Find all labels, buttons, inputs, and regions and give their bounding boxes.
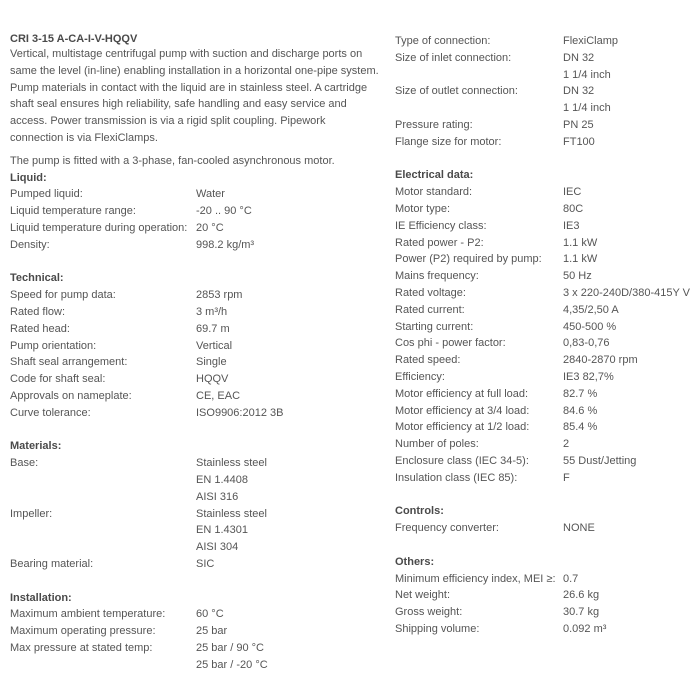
spec-label: Frequency converter: xyxy=(395,522,499,535)
spec-label: Density: xyxy=(10,238,50,251)
spec-row xyxy=(395,134,695,151)
spec-row xyxy=(395,403,695,420)
product-description: Vertical, multistage centrifugal pump with suction and discharge ports on same the level (in-line) enabling installation in a horizontal one-pipe system. Pump materials in contact with the liquid are in stainless steel. A cartridge shaft seal ensures high reliability, safe handling and easy service and access. Power transmission is via a rigid split coupling. Pipework connection is via FlexiClamps. xyxy=(10,48,379,144)
spec-row xyxy=(395,453,695,470)
spec-value-line: -20 .. 90 °C xyxy=(196,205,252,218)
spec-value-line: SIC xyxy=(196,557,215,570)
spec-value-line: 26.6 kg xyxy=(563,589,600,602)
spec-label: Rated flow: xyxy=(10,305,66,318)
spec-label: Size of inlet connection: xyxy=(395,51,512,64)
spec-value xyxy=(196,287,242,304)
spec-value xyxy=(563,235,597,252)
spec-value xyxy=(563,436,569,453)
spec-value-line: AISI 304 xyxy=(196,541,239,554)
section-spacer xyxy=(395,537,695,554)
spec-value xyxy=(563,134,595,151)
spec-label: Bearing material: xyxy=(10,557,94,570)
spec-row xyxy=(10,338,380,355)
spec-value xyxy=(196,606,224,623)
spec-label: Shipping volume: xyxy=(395,622,480,635)
section-heading: Installation: xyxy=(10,591,72,604)
section-spacer xyxy=(10,254,380,271)
spec-row xyxy=(395,621,695,638)
spec-value xyxy=(196,203,252,220)
spec-label: Flange size for motor: xyxy=(395,135,502,148)
spec-value-line: 25 bar xyxy=(196,625,228,638)
spec-label: Cos phi - power factor: xyxy=(395,337,506,350)
spec-label: Efficiency: xyxy=(395,370,445,383)
spec-value xyxy=(563,117,594,134)
spec-label: Enclosure class (IEC 34-5): xyxy=(395,454,529,467)
spec-label: Gross weight: xyxy=(395,606,463,619)
spec-value xyxy=(563,403,597,420)
spec-row xyxy=(395,50,695,84)
spec-row xyxy=(10,304,380,321)
spec-row xyxy=(395,201,695,218)
spec-value-line: IE3 82,7% xyxy=(563,370,614,383)
spec-label: Net weight: xyxy=(395,589,451,602)
spec-label: Liquid temperature range: xyxy=(10,205,136,218)
spec-value-line: 30.7 kg xyxy=(563,606,600,619)
spec-label: Shaft seal arrangement: xyxy=(10,356,128,369)
spec-label: Motor efficiency at full load: xyxy=(395,387,529,400)
spec-section-materials xyxy=(10,438,380,572)
spec-label: IE Efficiency class: xyxy=(395,219,487,232)
spec-value xyxy=(563,453,636,470)
spec-value-line: Single xyxy=(196,356,227,369)
spec-value xyxy=(563,419,597,436)
spec-value-line: 50 Hz xyxy=(563,270,592,283)
spec-value xyxy=(563,285,690,302)
spec-row xyxy=(395,302,695,319)
spec-value-line: CE, EAC xyxy=(196,389,241,402)
spec-label: Code for shaft seal: xyxy=(10,373,106,386)
spec-value-line: 55 Dust/Jetting xyxy=(563,454,637,467)
spec-value xyxy=(563,621,606,638)
spec-label: Pump orientation: xyxy=(10,339,97,352)
spec-label: Speed for pump data: xyxy=(10,289,116,302)
spec-value xyxy=(196,623,227,640)
section-heading: Materials: xyxy=(10,440,62,453)
spec-value-line: 25 bar / -20 °C xyxy=(196,658,268,671)
spec-row xyxy=(395,386,695,403)
section-spacer xyxy=(395,151,695,168)
spec-row xyxy=(395,235,695,252)
spec-row xyxy=(10,203,380,220)
spec-value xyxy=(563,268,592,285)
spec-value-line: 69.7 m xyxy=(196,322,230,335)
right-spec-sections xyxy=(395,33,695,638)
spec-label: Rated voltage: xyxy=(395,286,466,299)
spec-section-connections xyxy=(395,33,695,151)
section-heading: Electrical data: xyxy=(395,169,474,182)
spec-label: Maximum operating pressure: xyxy=(10,625,156,638)
spec-section-installation xyxy=(10,590,380,674)
spec-value-line: 20 °C xyxy=(196,221,224,234)
spec-label: Base: xyxy=(10,457,39,470)
spec-value xyxy=(563,218,580,235)
spec-row xyxy=(10,506,380,556)
spec-value-line: 1.1 kW xyxy=(563,236,598,249)
spec-value-line: IEC xyxy=(563,186,582,199)
spec-value xyxy=(196,220,224,237)
spec-section-others xyxy=(395,554,695,638)
spec-label: Power (P2) required by pump: xyxy=(395,253,542,266)
spec-value-line: 84.6 % xyxy=(563,404,598,417)
spec-label: Pressure rating: xyxy=(395,118,473,131)
spec-row xyxy=(10,405,380,422)
spec-value-line: 450-500 % xyxy=(563,320,617,333)
spec-value xyxy=(563,319,616,336)
spec-value-line: 0,83-0,76 xyxy=(563,337,610,350)
spec-row xyxy=(395,268,695,285)
spec-label: Impeller: xyxy=(10,507,53,520)
section-spacer xyxy=(395,487,695,504)
spec-row xyxy=(395,436,695,453)
spec-value-line: 2840-2870 rpm xyxy=(563,354,638,367)
spec-value-line: 3 x 220-240D/380-415Y V xyxy=(563,286,690,299)
spec-label: Max pressure at stated temp: xyxy=(10,641,153,654)
spec-label: Rated power - P2: xyxy=(395,236,484,249)
spec-value-line: DN 32 xyxy=(563,85,595,98)
spec-row xyxy=(395,419,695,436)
spec-value-line: 2 xyxy=(563,438,570,451)
spec-value xyxy=(563,520,595,537)
spec-row xyxy=(395,352,695,369)
spec-value xyxy=(563,587,599,604)
spec-value-line: EN 1.4301 xyxy=(196,524,248,537)
spec-value-line: 1.1 kW xyxy=(563,253,598,266)
spec-value-line: 998.2 kg/m³ xyxy=(196,238,255,251)
section-spacer xyxy=(10,573,380,590)
spec-value-line: F xyxy=(563,471,570,484)
section-heading: Controls: xyxy=(395,505,444,518)
spec-value xyxy=(563,571,578,588)
spec-value xyxy=(563,33,618,50)
spec-value xyxy=(563,251,597,268)
spec-value-line: Water xyxy=(196,188,225,201)
spec-value xyxy=(563,386,597,403)
spec-value xyxy=(563,470,570,487)
spec-value xyxy=(196,304,227,321)
section-heading: Others: xyxy=(395,555,435,568)
spec-label: Size of outlet connection: xyxy=(395,85,518,98)
spec-row xyxy=(10,606,380,623)
motor-note: The pump is fitted with a 3-phase, fan-cooled asynchronous motor. xyxy=(10,154,335,167)
spec-label: Rated head: xyxy=(10,322,70,335)
spec-row xyxy=(395,251,695,268)
spec-value-line: 85.4 % xyxy=(563,421,598,434)
right-column xyxy=(395,33,695,638)
spec-value xyxy=(196,455,267,505)
spec-value xyxy=(196,338,232,355)
spec-row xyxy=(10,186,380,203)
spec-row xyxy=(10,220,380,237)
spec-value-line: Stainless steel xyxy=(196,507,267,520)
spec-label: Curve tolerance: xyxy=(10,406,91,419)
spec-label: Number of poles: xyxy=(395,438,479,451)
spec-value-line: NONE xyxy=(563,522,595,535)
spec-value xyxy=(196,640,268,674)
spec-value xyxy=(563,369,614,386)
spec-value-line: Vertical xyxy=(196,339,233,352)
spec-value-line: PN 25 xyxy=(563,118,594,131)
spec-label: Insulation class (IEC 85): xyxy=(395,471,518,484)
spec-value-line: HQQV xyxy=(196,373,229,386)
spec-value-line: 0.7 xyxy=(563,572,579,585)
spec-value xyxy=(563,352,638,369)
spec-label: Maximum ambient temperature: xyxy=(10,608,166,621)
spec-row xyxy=(395,319,695,336)
spec-row xyxy=(10,455,380,505)
spec-row xyxy=(395,218,695,235)
spec-label: Rated current: xyxy=(395,303,465,316)
spec-value-line: 60 °C xyxy=(196,608,224,621)
spec-label: Type of connection: xyxy=(395,35,491,47)
product-title: CRI 3-15 A-CA-I-V-HQQV xyxy=(10,33,138,45)
spec-value xyxy=(196,237,254,254)
spec-label: Rated speed: xyxy=(395,354,461,367)
spec-value-line: 82.7 % xyxy=(563,387,598,400)
spec-value xyxy=(563,184,581,201)
spec-label: Motor efficiency at 1/2 load: xyxy=(395,421,530,434)
spec-row xyxy=(395,335,695,352)
spec-row xyxy=(10,640,380,674)
spec-section-controls xyxy=(395,503,695,537)
spec-value-line: 80C xyxy=(563,202,584,215)
spec-label: Motor type: xyxy=(395,202,451,215)
spec-value-line: 1 1/4 inch xyxy=(563,102,611,115)
spec-value xyxy=(563,50,611,84)
spec-value-line: DN 32 xyxy=(563,51,595,64)
spec-value xyxy=(196,371,228,388)
spec-value xyxy=(563,302,619,319)
spec-label: Mains frequency: xyxy=(395,270,479,283)
spec-section-electrical-data xyxy=(395,167,695,486)
spec-value-line: IE3 xyxy=(563,219,580,232)
spec-value-line: 3 m³/h xyxy=(196,305,228,318)
spec-row xyxy=(395,520,695,537)
spec-row xyxy=(395,285,695,302)
spec-value xyxy=(563,604,599,621)
spec-value-line: FlexiClamp xyxy=(563,35,619,47)
spec-row xyxy=(10,371,380,388)
spec-row xyxy=(395,369,695,386)
spec-row xyxy=(10,623,380,640)
spec-value xyxy=(196,354,227,371)
spec-row xyxy=(10,287,380,304)
spec-label: Motor efficiency at 3/4 load: xyxy=(395,404,530,417)
spec-value xyxy=(563,83,611,117)
spec-row xyxy=(10,237,380,254)
spec-value-line: 4,35/2,50 A xyxy=(563,303,619,316)
spec-value-line: ISO9906:2012 3B xyxy=(196,406,284,419)
spec-row xyxy=(395,604,695,621)
spec-section-liquid xyxy=(10,170,380,254)
spec-label: Approvals on nameplate: xyxy=(10,389,132,402)
spec-value xyxy=(196,506,267,556)
spec-row xyxy=(10,321,380,338)
spec-label: Starting current: xyxy=(395,320,474,333)
spec-section-technical xyxy=(10,270,380,421)
spec-label: Minimum efficiency index, MEI ≥: xyxy=(395,572,556,585)
spec-row xyxy=(10,388,380,405)
spec-value-line: FT100 xyxy=(563,135,595,148)
spec-row xyxy=(10,354,380,371)
spec-value xyxy=(196,186,225,203)
spec-label: Motor standard: xyxy=(395,186,473,199)
spec-label: Liquid temperature during operation: xyxy=(10,221,188,234)
spec-value-line: EN 1.4408 xyxy=(196,473,248,486)
spec-value xyxy=(196,405,283,422)
spec-value xyxy=(563,335,609,352)
spec-value-line: Stainless steel xyxy=(196,457,267,470)
spec-value xyxy=(196,556,214,573)
spec-value-line: 1 1/4 inch xyxy=(563,68,611,81)
section-spacer xyxy=(10,422,380,439)
spec-value-line: 2853 rpm xyxy=(196,289,243,302)
spec-row xyxy=(10,556,380,573)
spec-value xyxy=(563,201,583,218)
spec-row xyxy=(395,184,695,201)
spec-row xyxy=(395,33,695,50)
spec-value-line: 0.092 m³ xyxy=(563,622,607,635)
spec-value xyxy=(196,388,240,405)
spec-row xyxy=(395,587,695,604)
section-heading: Technical: xyxy=(10,272,64,285)
left-column xyxy=(10,33,380,673)
spec-value-line: 25 bar / 90 °C xyxy=(196,641,264,654)
spec-value-line: AISI 316 xyxy=(196,490,239,503)
section-heading: Liquid: xyxy=(10,171,47,184)
spec-value xyxy=(196,321,230,338)
spec-row xyxy=(395,571,695,588)
spec-row xyxy=(395,117,695,134)
spec-row xyxy=(395,470,695,487)
spec-label: Pumped liquid: xyxy=(10,188,83,201)
spec-row xyxy=(395,83,695,117)
left-spec-sections xyxy=(10,170,380,674)
